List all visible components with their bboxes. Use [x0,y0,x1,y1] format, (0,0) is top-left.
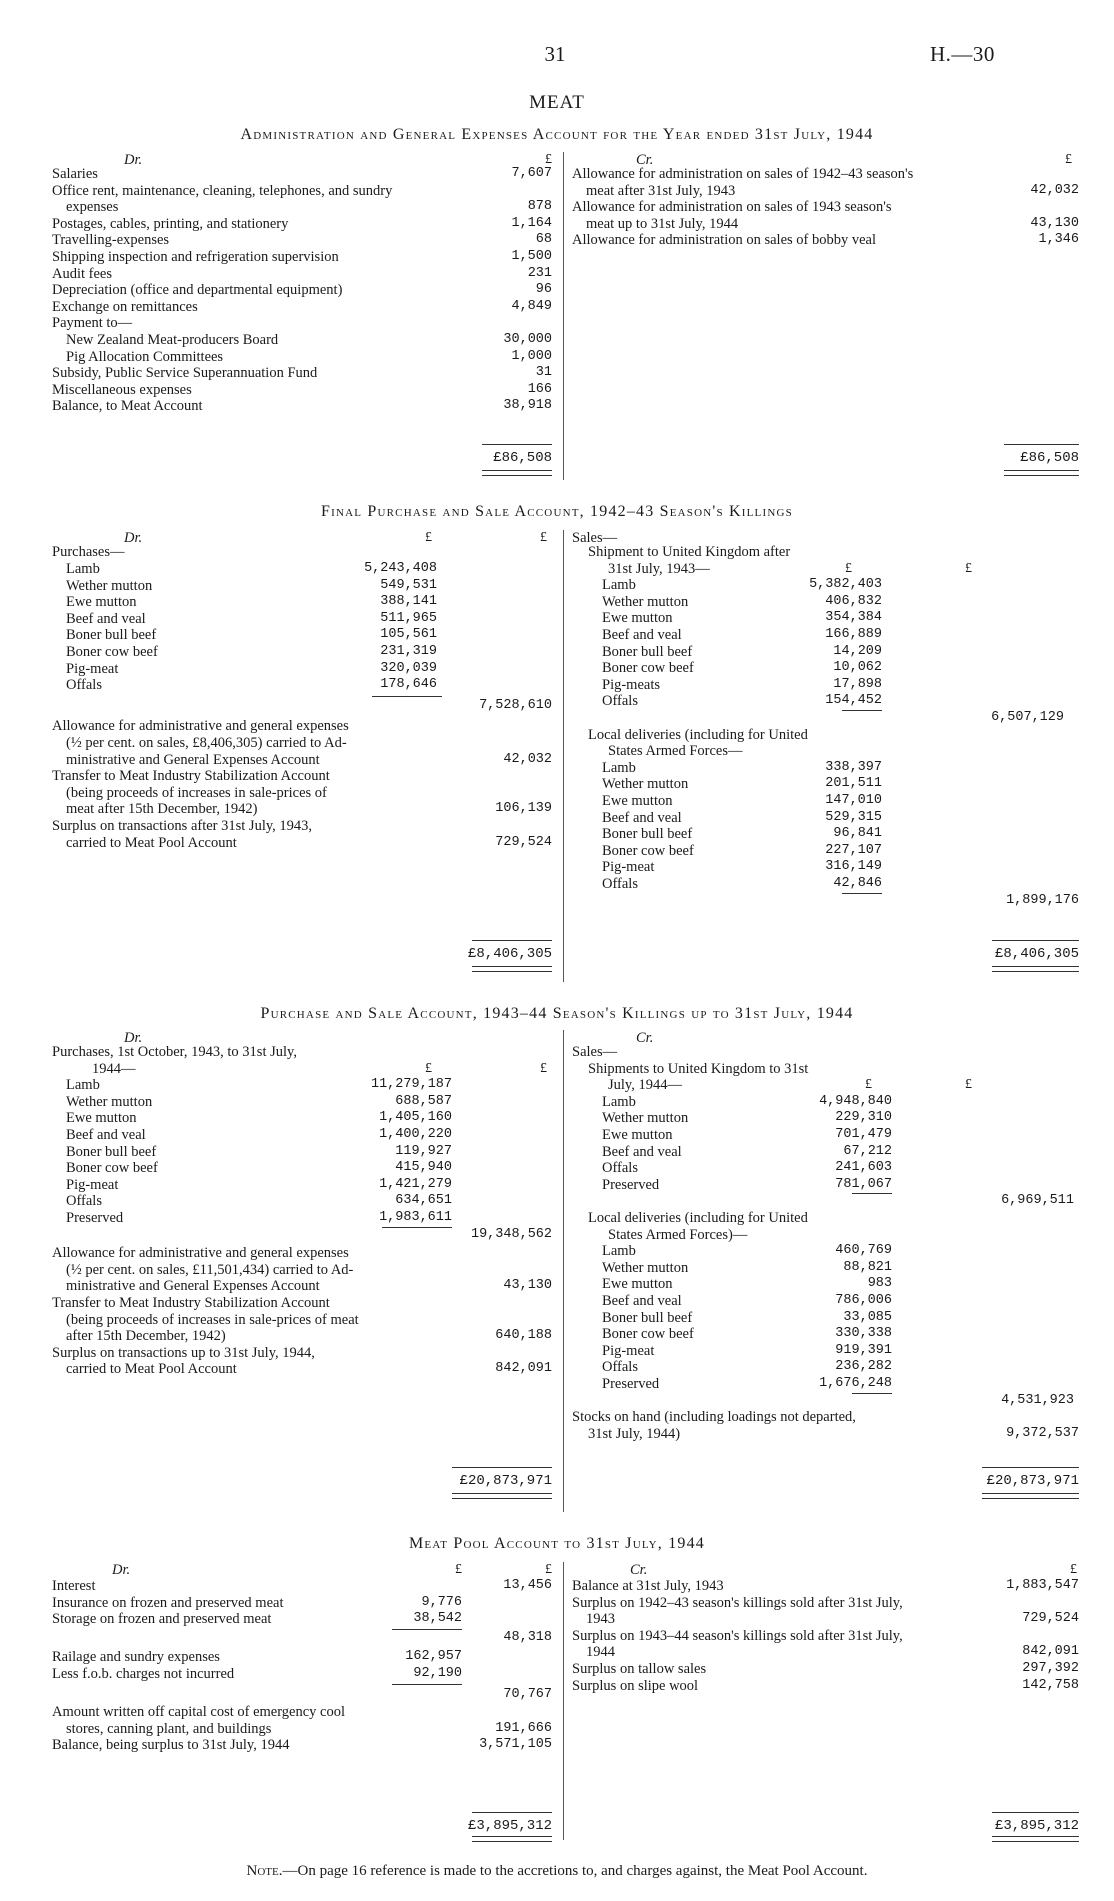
admin-debit-row-label: Subsidy, Public Service Superannuation Fund [52,365,318,382]
purchase-purchase-value: 119,927 [395,1143,452,1159]
purchase-local-row-label: Ewe mutton [602,1276,673,1293]
purchase-local-row-label: Boner bull beef [602,1309,693,1326]
footnote [0,1863,1114,1880]
page-reference: H.—30 [930,42,995,66]
final-purchase-row-label: Lamb [66,561,100,577]
admin-debit-row-label: expenses [66,199,119,216]
final-local-row-label: Ewe mutton [602,793,673,809]
admin-dr-total: £86,508 [493,450,552,466]
purchase-purchase-row-label: Wether mutton [66,1093,153,1110]
purchase-shipment-value: 781,067 [835,1176,892,1192]
final-local-row-label: Wether mutton [602,776,689,793]
purchase-shipment-value: 229,310 [835,1110,892,1126]
final-other-line-label: ministrative and General Expenses Account [66,751,320,768]
final-shipment-value: 166,889 [825,627,882,642]
purchase-shipments-rule [852,1193,892,1194]
purchase-cr-currency-1: £ [865,1077,872,1093]
final-shipment-value: 17,898 [833,676,882,692]
final-transfer-value: 106,139 [495,801,552,817]
purchase-purchase-row-label: Boner cow beef [66,1160,158,1177]
pool-storage-rule [392,1629,462,1630]
purchase-dr-total: £20,873,971 [459,1473,552,1489]
purchase-local-value: 330,338 [835,1326,892,1342]
admin-debit-value: 96 [535,282,552,298]
pool-interest-row-label: Interest [52,1578,96,1594]
admin-credit-value: 42,032 [1030,182,1079,198]
purchase-other-line-label: (being proceeds of increases in sale-prices of meat [66,1311,359,1328]
purchase-local-value: 1,676,248 [819,1376,892,1391]
purchase-shipment-heading-label: Shipments to United Kingdom to 31st [588,1060,809,1077]
admin-debit-value: 7,607 [511,166,552,181]
final-shipment-heading-2-label: 31st July, 1943— [608,560,710,577]
purchase-shipment-value: 241,603 [835,1160,892,1176]
final-purchase-value: 231,319 [380,644,437,659]
final-purchase-row-label: Beef and veal [66,610,146,627]
admin-account-title: Administration and General Expenses Account for the Year ended 31st July, 1944 [240,126,874,143]
final-shipment-row-label: Boner cow beef [602,660,694,677]
final-purchase-row-label: Ewe mutton [66,594,137,611]
final-local-row-label: Pig-meat [602,859,655,876]
purchase-shipment-row-label: Offals [602,1160,638,1177]
admin-debit-row-label: Shipping inspection and refrigeration supervision [52,249,339,265]
admin-debit-value: 1,500 [511,249,552,264]
purchase-cr-rule [982,1467,1079,1468]
pool-cr-label: Cr. [630,1562,648,1578]
admin-cr-total: £86,508 [1020,450,1079,466]
final-purchase-row-label: Pig-meat [66,660,119,677]
pool-dr-double-rule [472,1836,552,1842]
purchase-purchase-value: 11,279,187 [370,1077,452,1093]
final-local-value: 529,315 [825,809,882,825]
purchase-cr-total: £20,873,971 [986,1473,1079,1489]
pool-credit-row-label: Surplus on tallow sales [572,1661,707,1677]
final-local-row-label: Boner bull beef [602,826,693,843]
final-local-value: 338,397 [825,759,882,775]
purchase-purchase-row-label: Offals [66,1193,102,1210]
final-shipment-row-label: Pig-meats [602,676,660,693]
pool-written-row-label: Amount written off capital cost of emergency cool [52,1704,346,1721]
final-shipment-value: 5,382,403 [809,577,882,593]
final-cr-rule [992,940,1079,941]
final-other-line-label: Allowance for administrative and general expenses [52,718,349,735]
purchase-dr-currency-1: £ [425,1060,432,1076]
purchase-other-line-label: Surplus on transactions up to 31st July, 1944, [52,1344,315,1361]
pool-account [52,1562,1082,1842]
pool-storage-row-label: Storage on frozen and preserved meat [52,1611,272,1628]
admin-debit-row-label: Postages, cables, printing, and stationery [52,215,289,232]
admin-debit-row-label: Balance, to Meat Account [52,398,203,415]
purchase-purchases-heading-label: Purchases, 1st October, 1943, to 31st July, [52,1044,297,1060]
purchase-account-title: Purchase and Sale Account, 1943–44 Season's Killings up to 31st July, 1944 [260,1005,854,1022]
purchase-account [52,1030,1082,1515]
final-other-line-label: (½ per cent. on sales, £8,406,305) carried to Ad- [66,735,347,751]
final-shipment-value: 354,384 [825,610,882,626]
final-shipment-row-label: Lamb [602,577,636,594]
purchase-local-row-label: Lamb [602,1243,636,1260]
purchase-shipment-row-label: Ewe mutton [602,1127,673,1143]
purchase-purchase-value: 1,405,160 [379,1110,452,1126]
purchase-other-line-label: carried to Meat Pool Account [66,1361,237,1378]
admin-cr-currency: £ [1065,152,1072,167]
admin-account [52,152,1082,482]
admin-debit-row-label: Depreciation (office and departmental equipment) [52,282,343,299]
final-purchase-value: 5,243,408 [364,561,437,576]
purchase-local-row-label: Wether mutton [602,1259,689,1276]
final-divider [563,530,564,982]
pool-credit-value: 842,091 [1022,1644,1079,1660]
admin-debit-value: 878 [527,199,552,215]
final-shipments-rule [842,710,882,711]
purchase-stocks-row-2-label: 31st July, 1944) [588,1425,681,1442]
purchase-surplus-value: 842,091 [495,1361,552,1377]
final-other-line-label: (being proceeds of increases in sale-prices of [66,784,327,801]
pool-credit-row-label: Balance at 31st July, 1943 [572,1578,724,1594]
admin-cr-label: Cr. [636,152,654,168]
final-local-total: 1,899,176 [1006,892,1079,908]
admin-dr-label: Dr. [124,152,143,168]
purchase-local-value: 983 [867,1276,892,1292]
purchase-dr-currency-2: £ [540,1060,547,1076]
admin-debit-value: 1,000 [511,348,552,364]
admin-debit-row-label: Salaries [52,166,98,182]
final-shipment-value: 14,209 [833,643,882,659]
final-other-line-label: carried to Meat Pool Account [66,834,237,851]
final-local-heading-label: Local deliveries (including for United [588,726,808,743]
purchase-allowance-value: 43,130 [503,1278,552,1294]
purchase-dr-rule [452,1467,552,1468]
pool-written-row-2-label: stores, canning plant, and buildings [66,1720,272,1737]
purchase-purchases-total: 19,348,562 [470,1226,552,1242]
pool-credit-value: 142,758 [1022,1677,1079,1693]
purchase-cr-double-rule [982,1493,1079,1499]
final-shipment-row-label: Ewe mutton [602,610,673,627]
pool-insurance-row-label: Insurance on frozen and preserved meat [52,1594,284,1611]
admin-debit-row-label: New Zealand Meat-producers Board [66,332,279,348]
admin-debit-value: 31 [535,365,552,381]
admin-cr-rule [1004,444,1079,445]
pool-dr-total: £3,895,312 [467,1818,552,1834]
purchase-shipment-row-label: Lamb [602,1093,636,1110]
final-local-row-label: Offals [602,876,638,892]
purchase-local-row-label: Beef and veal [602,1293,682,1309]
admin-credit-row-label: Allowance for administration on sales of 1942–43 season's [572,166,914,182]
admin-cr-double-rule [1004,470,1079,476]
purchase-local-value: 33,085 [843,1309,892,1325]
final-purchases-heading-label: Purchases— [52,544,125,560]
final-purchase-value: 105,561 [380,627,437,643]
purchase-shipment-value: 67,212 [843,1143,892,1159]
footnote-lead: Note. [246,1863,283,1879]
purchase-cr-label: Cr. [636,1030,654,1046]
final-other-line-label: Surplus on transactions after 31st July, 1943, [52,818,313,834]
admin-dr-double-rule [482,470,552,476]
pool-cr-double-rule [992,1836,1079,1842]
document-title: MEAT [529,92,585,113]
admin-debit-row-label: Exchange on remittances [52,298,198,315]
final-purchase-value: 511,965 [380,610,437,626]
pool-divider [563,1562,564,1840]
pool-cr-currency: £ [1070,1562,1077,1577]
page-number: 31 [544,42,566,66]
purchase-stocks-row-label: Stocks on hand (including loadings not departed, [572,1409,856,1426]
admin-dr-rule [482,444,552,445]
admin-debit-value: 68 [535,232,552,248]
final-local-value: 316,149 [825,859,882,875]
admin-debit-row-label: Travelling-expenses [52,232,170,249]
purchase-purchase-row-label: Lamb [66,1077,100,1094]
purchase-shipments-total: 6,969,511 [1001,1193,1074,1209]
pool-railage-value: 162,957 [405,1649,462,1665]
admin-debit-value: 231 [527,265,552,281]
final-local-value: 227,107 [825,842,882,858]
purchase-local-row-label: Boner cow beef [602,1326,694,1343]
admin-debit-row-label: Payment to— [52,315,133,332]
purchase-purchase-row-label: Beef and veal [66,1127,146,1143]
final-cr-total: £8,406,305 [994,946,1079,962]
purchase-purchase-value: 415,940 [395,1160,452,1176]
purchase-transfer-value: 640,188 [495,1328,552,1344]
final-account [52,530,1082,985]
pool-credit-row-label: Surplus on 1942–43 season's killings sold after 31st July, [572,1594,903,1611]
pool-storage-total: 48,318 [503,1629,552,1645]
purchase-purchase-row-label: Ewe mutton [66,1110,137,1127]
final-shipment-row-label: Wether mutton [602,593,689,610]
purchase-dr-label: Dr. [124,1030,143,1046]
admin-debit-value: 30,000 [503,332,552,347]
pool-railage-net: 70,767 [503,1686,552,1702]
pool-credit-value: 297,392 [1022,1661,1079,1676]
purchase-shipment-value: 4,948,840 [819,1093,892,1109]
purchase-other-line-label: after 15th December, 1942) [66,1328,226,1345]
purchase-sales-heading-label: Sales— [572,1044,618,1060]
final-dr-rule [472,940,552,941]
final-local-row-label: Boner cow beef [602,842,694,859]
purchase-local-row-label: Offals [602,1359,638,1376]
final-other-line-label: meat after 15th December, 1942) [66,801,258,818]
pool-balance-row-label: Balance, being surplus to 31st July, 1944 [52,1737,290,1754]
admin-divider [563,152,564,480]
final-sales-heading-label: Sales— [572,530,618,546]
pool-dr-label: Dr. [112,1562,131,1578]
final-purchases-rule [372,696,442,697]
final-local-value: 96,841 [833,826,882,842]
purchase-dr-double-rule [452,1493,552,1499]
admin-debit-row-label: Miscellaneous expenses [52,381,192,398]
purchase-shipment-value: 701,479 [835,1127,892,1142]
footnote-text: —On page 16 reference is made to the accretions to, and charges against, the Meat Pool Account. [282,1863,868,1879]
final-shipment-row-label: Offals [602,693,638,710]
final-allowance-value: 42,032 [503,751,552,767]
purchase-shipment-row-label: Wether mutton [602,1110,689,1127]
pool-railage-row-label: Railage and sundry expenses [52,1649,220,1666]
final-shipment-value: 406,832 [825,593,882,609]
purchase-local-value: 236,282 [835,1359,892,1375]
purchase-stocks-value: 9,372,537 [1006,1425,1079,1441]
pool-dr-currency-1: £ [455,1562,462,1577]
final-surplus-value: 729,524 [495,834,552,850]
final-local-row-label: Beef and veal [602,809,682,826]
admin-dr-currency: £ [545,152,552,167]
final-purchase-row-label: Wether mutton [66,577,153,594]
pool-credit-row-label: 1943 [586,1611,615,1628]
pool-fob-rule [392,1684,462,1685]
final-shipment-row-label: Boner bull beef [602,643,693,660]
final-cr-currency-2: £ [965,560,972,576]
purchase-other-line-label: ministrative and General Expenses Account [66,1278,320,1295]
purchase-local-total: 4,531,923 [1001,1392,1074,1408]
final-local-rule [842,893,882,894]
final-account-title: Final Purchase and Sale Account, 1942–43 Season's Killings [321,503,793,520]
final-local-heading-2-label: States Armed Forces— [608,743,743,760]
pool-account-title: Meat Pool Account to 31st July, 1944 [408,1535,706,1552]
pool-written-value: 191,666 [495,1720,552,1736]
purchase-local-rule [852,1393,892,1394]
pool-credit-row-label: Surplus on slipe wool [572,1677,699,1694]
admin-debit-value: 166 [527,381,552,397]
pool-balance-value: 3,571,105 [479,1737,552,1753]
final-dr-label: Dr. [124,530,143,546]
purchase-other-line-label: Transfer to Meat Industry Stabilization Account [52,1295,330,1311]
final-purchase-value: 549,531 [380,577,437,593]
admin-debit-value: 1,164 [511,215,552,231]
purchase-other-line-label: (½ per cent. on sales, £11,501,434) carried to Ad- [66,1261,354,1278]
purchase-shipment-heading-2-label: July, 1944— [608,1077,682,1094]
admin-debit-row-label: Office rent, maintenance, cleaning, telephones, and sundry [52,182,393,199]
admin-credit-value: 1,346 [1038,232,1079,248]
purchase-local-value: 919,391 [835,1342,892,1358]
pool-storage-value: 38,542 [413,1611,462,1627]
final-dr-total: £8,406,305 [467,946,552,962]
pool-credit-row-label: Surplus on 1943–44 season's killings sold after 31st July, [572,1627,903,1644]
purchase-purchase-row-label: Boner bull beef [66,1143,157,1160]
final-purchase-row-label: Boner cow beef [66,644,158,660]
pool-fob-value: 92,190 [413,1665,462,1681]
purchase-shipment-row-label: Preserved [602,1176,660,1193]
admin-credit-row-label: Allowance for administration on sales of 1943 season's [572,199,892,216]
pool-credit-value: 1,883,547 [1006,1578,1079,1593]
final-shipment-value: 154,452 [825,693,882,709]
final-purchases-total: 7,528,610 [479,697,552,713]
admin-credit-row-label: meat after 31st July, 1943 [586,182,736,199]
purchase-purchase-value: 1,421,279 [379,1176,452,1192]
pool-interest-value: 13,456 [503,1578,552,1593]
purchase-local-heading-label: Local deliveries (including for United [588,1210,808,1226]
purchase-purchase-row-label: Preserved [66,1210,124,1226]
purchase-shipment-row-label: Beef and veal [602,1143,682,1160]
final-shipment-row-label: Beef and veal [602,627,682,643]
final-dr-double-rule [472,966,552,972]
pool-cr-rule [992,1812,1079,1813]
purchase-other-line-label: Allowance for administrative and general expenses [52,1245,349,1262]
final-shipments-total: 6,507,129 [991,710,1064,725]
final-shipment-value: 10,062 [833,660,882,676]
purchase-purchase-value: 1,983,611 [379,1210,452,1225]
final-local-value: 147,010 [825,793,882,808]
purchase-local-heading-2-label: States Armed Forces)— [608,1226,748,1243]
purchase-local-value: 88,821 [843,1259,892,1275]
final-dr-currency-1: £ [425,530,432,545]
final-local-value: 42,846 [833,876,882,891]
admin-debit-row-label: Pig Allocation Committees [66,348,224,365]
final-cr-currency-1: £ [845,560,852,576]
pool-insurance-value: 9,776 [421,1594,462,1610]
purchase-purchases-heading-2-label: 1944— [92,1060,136,1077]
final-shipment-heading-label: Shipment to United Kingdom after [588,544,791,560]
purchase-local-value: 460,769 [835,1243,892,1259]
purchase-local-value: 786,006 [835,1293,892,1308]
final-local-row-label: Lamb [602,759,636,776]
pool-cr-total: £3,895,312 [994,1818,1079,1834]
purchase-purchase-value: 634,651 [395,1193,452,1209]
admin-debit-value: 4,849 [511,298,552,314]
admin-credit-row-label: Allowance for administration on sales of bobby veal [572,232,877,249]
final-purchase-row-label: Offals [66,677,102,694]
admin-credit-value: 43,130 [1030,215,1079,231]
purchase-local-row-label: Preserved [602,1376,660,1392]
final-purchase-value: 320,039 [380,660,437,676]
final-local-value: 201,511 [825,776,882,792]
purchase-purchase-value: 688,587 [395,1093,452,1109]
purchase-cr-currency-2: £ [965,1077,972,1093]
final-cr-double-rule [992,966,1079,972]
final-purchase-value: 178,646 [380,677,437,693]
pool-credit-row-label: 1944 [586,1644,615,1661]
purchase-purchase-value: 1,400,220 [379,1127,452,1142]
pool-credit-value: 729,524 [1022,1611,1079,1627]
pool-fob-row-label: Less f.o.b. charges not incurred [52,1665,235,1682]
pool-dr-rule [472,1812,552,1813]
final-purchase-value: 388,141 [380,594,437,610]
admin-debit-value: 38,918 [503,398,552,414]
purchase-divider [563,1030,564,1512]
pool-dr-currency-2: £ [545,1562,552,1577]
final-dr-currency-2: £ [540,530,547,545]
final-purchase-row-label: Boner bull beef [66,627,157,644]
purchase-local-row-label: Pig-meat [602,1342,655,1359]
purchase-purchase-row-label: Pig-meat [66,1176,119,1193]
admin-debit-row-label: Audit fees [52,265,112,282]
final-other-line-label: Transfer to Meat Industry Stabilization Account [52,768,330,785]
admin-credit-row-label: meat up to 31st July, 1944 [586,215,739,232]
